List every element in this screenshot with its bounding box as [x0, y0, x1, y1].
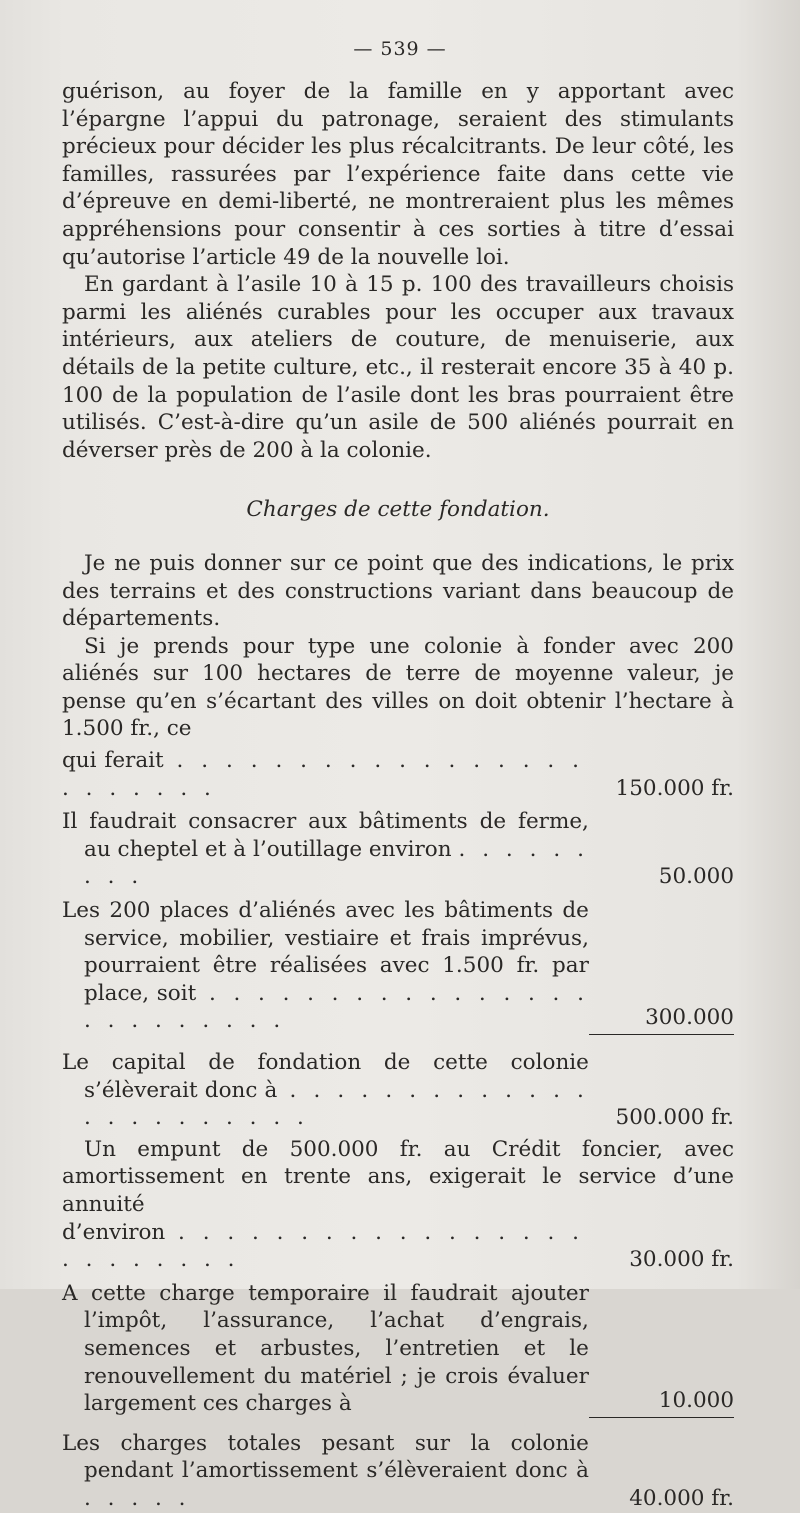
section-heading: Charges de cette fondation. [246, 497, 550, 523]
cost-entry [62, 1280, 734, 1418]
leader-dots: . . . . . . . . . [84, 836, 589, 890]
cost-entry-text: Les charges totales pesant sur la colonie pendant l’amortissement s’élèveraient donc à [62, 1430, 589, 1484]
cost-amount: 30.000 fr. [629, 1247, 734, 1273]
cost-entry [62, 747, 734, 802]
cost-entry-total [62, 1049, 734, 1132]
paragraph-continuation: guérison, au foyer de la famille en y apportant avec l’épargne l’appui du patronage, seraient des stimulants précieux pour décider les plus récalcitrants. De leur côté, les familles, rassurées par l’expérience faite dans cette vie d’épreuve en demi-liberté, ne montreraient plus les mêmes appréhensions pour consentir à ces sorties à titre d’essai qu’autorise l’article 49 de la nouvelle loi. [62, 79, 734, 270]
cost-entry-text: Le capital de fondation de cette colonie s’élèverait donc à [62, 1050, 589, 1103]
annual-charges-list [62, 1219, 734, 1513]
leader-dots: . . . . . . . . . . . . . . . . . . . . . . . . . [84, 980, 589, 1034]
paragraph-type-colonie: Si je prends pour type une colonie à fonder avec 200 aliénés sur 100 hectares de terre de moyenne valeur, je pense qu’en s’écartant des villes on doit obtenir l’hectare à 1.500 fr., ce [62, 633, 734, 742]
cost-amount: 40.000 fr. [629, 1485, 734, 1511]
page-text [62, 78, 734, 1513]
cost-entry [62, 897, 734, 1035]
cost-list [62, 747, 734, 1132]
leader-dots: . . . . . . . . . . . . . . . . . . . . . . . [84, 1077, 589, 1131]
cost-entry [62, 808, 734, 891]
cost-entry-text: A cette charge temporaire il faudrait ajouter l’impôt, l’assurance, l’achat d’engrais, semences et arbustes, l’entretien et le renouvellement du matériel ; je crois évaluer largement ces charges à [62, 1280, 589, 1417]
cost-amount: 150.000 fr. [615, 775, 734, 801]
cost-amount: 50.000 [658, 864, 734, 890]
leader-dots: . . . . . . . . . . . . . . . . . . . . . . . . . [62, 1219, 584, 1273]
cost-entry-total [62, 1430, 734, 1513]
cost-amount: 300.000 [589, 1004, 734, 1035]
cost-amount: 10.000 [589, 1387, 734, 1418]
cost-entry [62, 1219, 734, 1274]
cost-entry-text: Il faudrait consacrer aux bâtiments de ferme, au cheptel et à l’outillage environ [62, 809, 589, 862]
paragraph-indications: Je ne puis donner sur ce point que des indications, le prix des terrains et des constructions variant dans beaucoup de départements. [62, 550, 734, 632]
cost-amount: 500.000 fr. [615, 1105, 734, 1131]
paragraph-asile: En gardant à l’asile 10 à 15 p. 100 des travailleurs choisis parmi les aliénés curables pour les occuper aux travaux intérieurs, aux ateliers de couture, de menuiserie, aux détails de la petite culture, etc., il resterait encore 35 à 40 p. 100 de la population de l’asile dont les bras pourraient être utilisés. C’est-à-dire qu’un asile de 500 aliénés pourrait en déverser près de 200 à la colonie. [62, 272, 734, 463]
page-number: — 539 — [353, 38, 447, 60]
paragraph-emprunt: Un empunt de 500.000 fr. au Crédit foncier, avec amortissement en trente ans, exigerait le service d’une annuité [62, 1136, 734, 1217]
leader-dots: . . . . . [84, 1485, 191, 1511]
cost-entry-text: d’environ [62, 1219, 166, 1245]
cost-entry-text: Les 200 places d’aliénés avec les bâtiments de service, mobilier, vestiaire et frais imprévus, pourraient être réalisées avec 1.500 fr. par place, soit [62, 898, 589, 1006]
cost-entry-text: qui ferait [62, 748, 164, 774]
leader-dots: . . . . . . . . . . . . . . . . . . . . . . . . [62, 748, 584, 801]
